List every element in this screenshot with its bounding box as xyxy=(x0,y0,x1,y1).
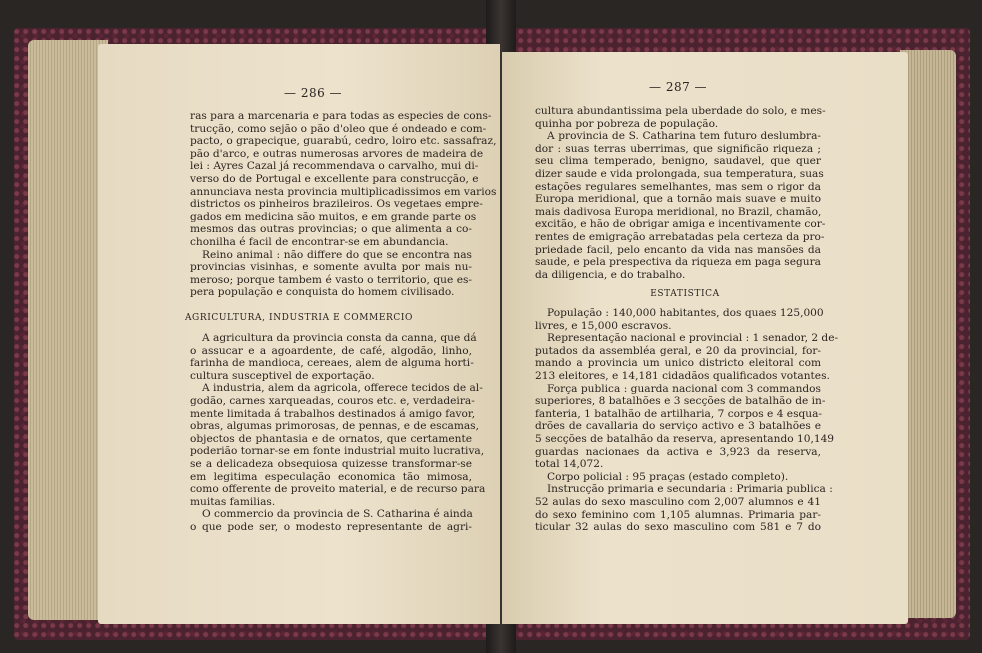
text-line: priedade facil, pelo encanto da vida nas mansões da xyxy=(535,243,821,256)
text-line: ticular 32 aulas do sexo masculino com 581 e 7 do xyxy=(535,521,821,534)
page-edges-left xyxy=(28,40,108,620)
text-line: drões de cavallaria do serviço activo e 3 batalhões e xyxy=(535,420,821,433)
text-line: excitão, e hão de obrigar amiga e incentivamente cor- xyxy=(535,218,826,231)
text-line: obras, algumas primorosas, de pennas, e de escamas, xyxy=(190,420,479,433)
text-line: chonilha é facil de encontrar-se em abundancia. xyxy=(190,235,449,248)
text-line: do sexo feminino com 1,105 alumnas. Primaria par- xyxy=(535,508,821,521)
right-text-block-1 xyxy=(535,105,826,281)
text-line: superiores, 8 batalhões e 3 secções de batalhão de in- xyxy=(535,395,826,408)
left-para-1 xyxy=(190,110,497,249)
text-line: cultura abundantissima pela uberdade do solo, e mes- xyxy=(535,105,826,117)
right-para-5 xyxy=(535,382,835,471)
text-line: annunciava nesta provincia multiplicadissimos em varios xyxy=(190,185,497,198)
text-line: dor : suas terras uberrimas, que significão riqueza ; xyxy=(535,142,821,155)
text-line: Europa meridional, que a tornão mais suave e muito xyxy=(535,193,821,206)
section-heading-agricultura: AGRICULTURA, INDUSTRIA E COMMERCIO xyxy=(184,313,414,323)
text-line: lei : Ayres Cazal já recommendava o carvalho, mui di- xyxy=(190,160,479,173)
left-para-5 xyxy=(190,508,472,533)
text-line: 52 aulas do sexo masculino com 2,007 alumnos e 41 xyxy=(535,495,821,508)
text-line: ras para a marcenaria e para todas as especies de cons- xyxy=(190,110,492,122)
text-line: saude, e pela prespectiva da riqueza em paga segura xyxy=(535,256,821,269)
right-para-3 xyxy=(535,307,824,332)
right-para-2 xyxy=(535,130,826,281)
text-line: como offerente de proveito material, e de recurso para xyxy=(190,483,486,496)
text-line: farinha de mandioca, cereaes, alem de alguma horti- xyxy=(190,357,474,370)
text-line: A industria, alem da agricola, offerece tecidos de al- xyxy=(202,382,483,395)
text-line: pacto, o grapecique, guarabú, cedro, loiro etc. sassafraz, xyxy=(190,135,497,148)
text-line: godão, carnes xarqueadas, couros etc. e, verdadeira- xyxy=(190,394,475,407)
text-line: guardas nacionaes da activa e 3,923 da reserva, xyxy=(535,445,821,458)
text-line: População : 140,000 habitantes, dos quaes 125,000 xyxy=(547,307,824,319)
text-line: mando a provincia um unico districto eleitoral com xyxy=(535,357,821,370)
text-line: fanteria, 1 batalhão de artilharia, 7 corpos e 4 esqua- xyxy=(535,407,823,420)
text-line: em legitima especulação economica tão mimosa, xyxy=(190,470,472,483)
text-line: Reino animal : não differe do que se encontra nas xyxy=(202,248,472,261)
text-line: seu clima temperado, benigno, saudavel, que quer xyxy=(535,155,821,168)
text-line: A provincia de S. Catharina tem futuro deslumbra- xyxy=(547,130,821,143)
left-para-4 xyxy=(190,382,486,508)
text-line: total 14,072. xyxy=(535,458,604,471)
text-line: objectos de phantasia e de ornatos, que certamente xyxy=(190,432,472,445)
text-line: da diligencia, e do trabalho. xyxy=(535,268,686,281)
text-line: 5 secções de batalhão da reserva, apresentando 10,149 xyxy=(535,432,835,445)
text-line: districtos os pinheiros brazileiros. Os vegetaes empre- xyxy=(190,198,483,211)
text-line: Corpo policial : 95 praças (estado completo). xyxy=(547,470,789,483)
text-line: pão d'arco, e outras numerosas arvores de madeira de xyxy=(190,147,484,160)
right-page xyxy=(502,52,908,624)
text-line: se a delicadeza obsequiosa quizesse transformar-se xyxy=(190,457,472,470)
text-line: O commercio da provincia de S. Catharina é ainda xyxy=(202,508,473,521)
left-para-3 xyxy=(190,332,477,382)
text-line: livres, e 15,000 escravos. xyxy=(535,319,672,332)
text-line: pera população e conquista do homem civilisado. xyxy=(190,286,455,299)
text-line: putados da assembléa geral, e 20 da provincial, for- xyxy=(535,344,821,357)
right-para-7 xyxy=(535,483,833,534)
right-para-1 xyxy=(535,105,826,130)
text-line: mais dadivosa Europa meridional, no Brazil, chamão, xyxy=(535,205,822,218)
text-line: A agricultura da provincia consta da canna, que dá xyxy=(202,332,477,344)
left-para-2 xyxy=(190,249,472,299)
right-para-4 xyxy=(535,332,839,382)
text-line: dizer saude e vida prolongada, sua temperatura, suas xyxy=(535,167,824,180)
text-line: meroso; porque tambem é vasto o territorio, que es- xyxy=(190,273,472,286)
text-line: estações regulares semelhantes, mas sem o rigor da xyxy=(535,180,821,193)
text-line: mesmos das outras provincias; o que alimenta a co- xyxy=(190,223,472,236)
text-line: Representação nacional e provincial : 1 senador, 2 de- xyxy=(547,332,839,345)
text-line: o que pode ser, o modesto representante de agri- xyxy=(190,520,472,533)
page-number-right: — 287 — xyxy=(649,80,708,94)
text-line: gados em medicina são muitos, e em grande parte os xyxy=(190,210,477,223)
text-line: quinha por pobreza de população. xyxy=(535,117,719,130)
right-para-6 xyxy=(535,471,821,484)
page-edges-right xyxy=(900,50,956,618)
text-line: rentes de emigração arrebatadas pela certeza da pro- xyxy=(535,230,825,243)
text-line: 213 eleitores, e 14,181 cidadãos qualificados votantes. xyxy=(535,369,830,382)
left-text-block-2 xyxy=(190,332,486,534)
text-line: o assucar e a agoardente, de café, algodão, linho, xyxy=(190,344,472,357)
text-line: poderião tornar-se em fonte industrial muito lucrativa, xyxy=(190,445,485,458)
right-text-block-2 xyxy=(535,307,839,534)
page-number-left: — 286 — xyxy=(284,86,343,100)
left-page xyxy=(98,44,500,624)
text-line: Instrucção primaria e secundaria : Primaria publica : xyxy=(547,483,833,496)
text-line: mente limitada á trabalhos destinados á amigo favor, xyxy=(190,407,476,420)
text-line: provincias visinhas, e somente avulta por mais nu- xyxy=(190,261,472,274)
text-line: trucção, como sejão o pão d'oleo que é ondeado e com- xyxy=(190,122,487,135)
text-line: Força publica : guarda nacional com 3 commandos xyxy=(547,382,821,395)
left-text-block-1 xyxy=(190,110,497,299)
text-line: muitas familias. xyxy=(190,495,276,508)
text-line: cultura susceptivel de exportação. xyxy=(190,369,375,382)
text-line: verso do de Portugal e excellente para construcção, e xyxy=(190,172,479,185)
section-heading-estatistica: ESTATISTICA xyxy=(650,289,720,299)
